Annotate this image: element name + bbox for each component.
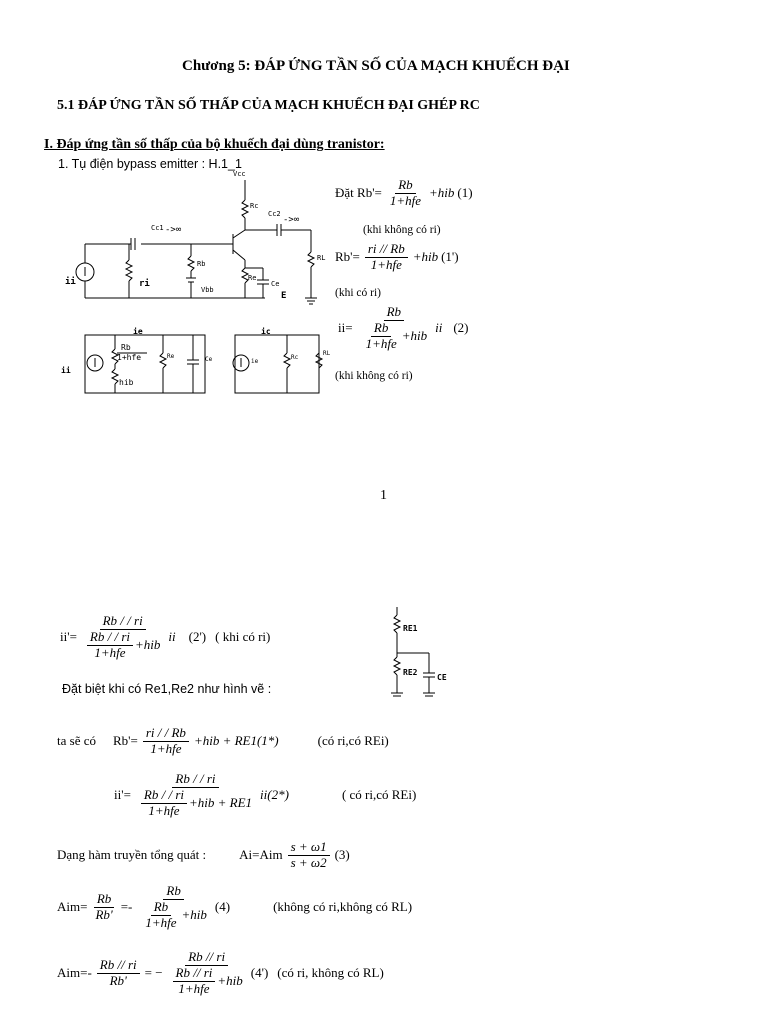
svg-text:Vcc: Vcc [233, 170, 246, 178]
equation-1-note: (khi không có ri) [363, 224, 441, 236]
equation-1-prime-note: (khi có ri) [335, 287, 381, 299]
svg-text:RL: RL [317, 254, 326, 262]
equation-1: Đặt Rb'= $\frac{Rb}{\text{1+hfe}}$ +hib (1) [335, 177, 473, 208]
equation-2-star: ii'= Rb / / ri $\frac{Rb / / ri}{\text{1+hfe}}$ +hib + RE1 ii(2*) ( có ri,có REi) [114, 771, 417, 818]
item-1: 1. Tụ điện bypass emitter : H.1_1 [58, 157, 242, 171]
special-case-text: Đặt biệt khi có Re1,Re2 như hình vẽ : [62, 682, 272, 696]
svg-text:RL: RL [323, 350, 331, 357]
svg-text:ii: ii [65, 277, 76, 287]
page-number: 1 [380, 488, 387, 503]
svg-text:Re: Re [167, 353, 175, 360]
svg-text:E: E [281, 291, 287, 301]
svg-text:Rc: Rc [250, 202, 259, 210]
svg-text:->∞: ->∞ [283, 215, 300, 225]
chapter-title: Chương 5: ĐÁP ỨNG TẦN SỐ CỦA MẠCH KHUẾCH ĐẠI [182, 58, 570, 74]
svg-text:Rb: Rb [197, 260, 206, 268]
svg-text:Ce: Ce [205, 356, 213, 363]
circuit-diagram-3 [385, 603, 460, 703]
equation-2-prime: ii'= Rb / / ri $\frac{Rb / / ri}{\text{1+hfe}}$ +hib ii (2') ( khi có ri) [60, 613, 271, 660]
svg-text:ri: ri [139, 279, 150, 289]
svg-text:Rc: Rc [291, 354, 299, 361]
transfer-function: Dạng hàm truyền tổng quát : Ai=Aim $\frac{s + \omega 1}{s + \omega 2}$ (3) [57, 839, 350, 870]
svg-text:hib: hib [119, 378, 134, 387]
svg-text:Cc1: Cc1 [151, 224, 164, 232]
svg-text:Ce: Ce [271, 280, 280, 288]
svg-text:->∞: ->∞ [165, 225, 182, 235]
svg-text:Cc2: Cc2 [268, 210, 281, 218]
svg-text:ie: ie [251, 358, 259, 365]
equation-1-prime: Rb'= $\frac{ri // Rb}{\text{1+hfe}}$ +hib (1') [335, 241, 459, 272]
svg-text:CE: CE [437, 673, 447, 682]
equation-4-prime: Aim=- $\frac{Rb // ri}{Rb'}$ = − Rb // ri $\frac{Rb // ri}{\text{1+hfe}}$ +hib (4') (có ri, không có RL) [57, 949, 384, 996]
svg-text:RE1: RE1 [403, 624, 418, 633]
equation-2-note: (khi không có ri) [335, 370, 413, 382]
svg-text:Vbb: Vbb [201, 286, 214, 294]
circuit-diagram-2 [55, 325, 335, 400]
svg-text:ii: ii [61, 366, 71, 375]
circuit-diagram-1 [55, 168, 335, 320]
svg-text:Re: Re [248, 274, 257, 282]
svg-text:ie: ie [133, 327, 143, 336]
equation-1-star: ta sẽ có Rb'= $\frac{ri / / Rb}{\text{1+hfe}}$ +hib + RE1(1*) (có ri,có REi) [57, 725, 389, 756]
svg-text:Rb: Rb [121, 343, 131, 352]
svg-text:RE2: RE2 [403, 668, 418, 677]
svg-text:ic: ic [261, 327, 271, 336]
equation-4: Aim= $\frac{Rb}{Rb'}$ =- Rb $\frac{Rb}{\text{1+hfe}}$ +hib (4) (không có ri,không có RL) [57, 883, 413, 930]
svg-text:1+hfe: 1+hfe [117, 353, 142, 362]
section-title: 5.1 ĐÁP ỨNG TẦN SỐ THẤP CỦA MẠCH KHUẾCH ĐẠI GHÉP RC [57, 98, 480, 113]
subsection-title: I. Đáp ứng tần số thấp của bộ khuếch đại dùng tranistor: [44, 137, 385, 152]
equation-2: ii= Rb $\frac{Rb}{\text{1+hfe}}$ +hib ii (2) [338, 304, 469, 351]
